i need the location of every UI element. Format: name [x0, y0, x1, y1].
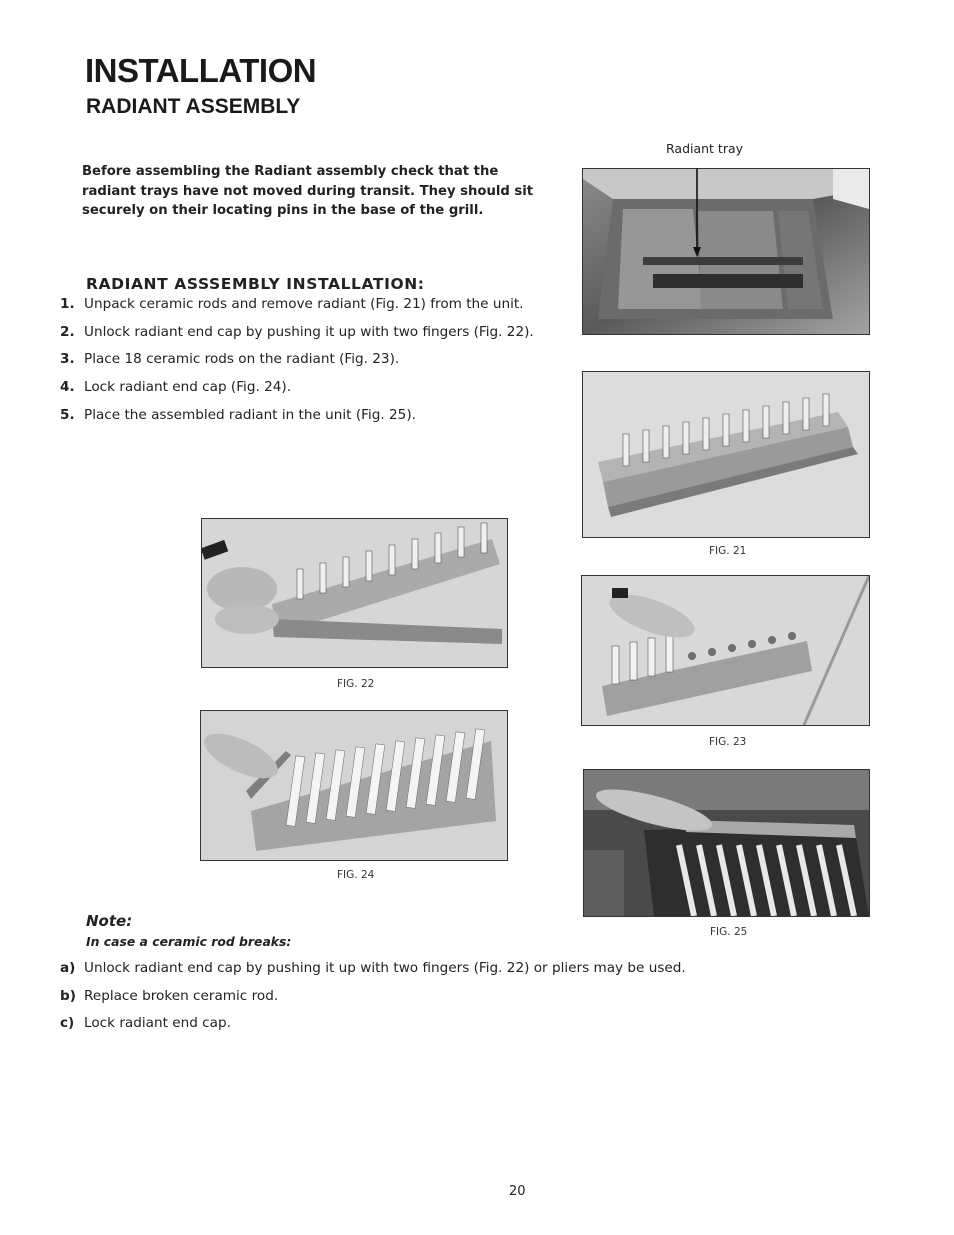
radiant-tray-label: Radiant tray — [666, 141, 744, 156]
fig-23-photo — [581, 575, 870, 726]
page-number: 20 — [509, 1184, 526, 1199]
note-item — [60, 960, 686, 976]
fig-21-caption: FIG. 21 — [709, 545, 747, 557]
note-title: Note: — [86, 912, 133, 930]
step-number: 1. — [60, 296, 75, 312]
note-marker: c) — [60, 1015, 75, 1031]
step-number: 4. — [60, 379, 75, 395]
fig-24-caption: FIG. 24 — [337, 869, 375, 881]
note-subtitle: In case a ceramic rod breaks: — [86, 934, 292, 949]
note-item — [60, 1015, 231, 1031]
intro-paragraph: Before assembling the Radiant assembly check that the radiant trays have not moved during transit. They should sit securely on their locating pins in the base of the grill. — [82, 164, 534, 218]
fig-25-caption: FIG. 25 — [710, 926, 748, 938]
step-item — [60, 351, 399, 367]
note-text: Lock radiant end cap. — [84, 1015, 231, 1031]
step-item — [60, 407, 416, 423]
page-title: INSTALLATION — [85, 52, 317, 89]
fig-21-photo — [582, 371, 870, 538]
step-text: Place the assembled radiant in the unit (Fig. 25). — [84, 407, 416, 423]
note-text: Replace broken ceramic rod. — [84, 988, 279, 1004]
step-text: Place 18 ceramic rods on the radiant (Fig. 23). — [84, 351, 400, 367]
fig-24-photo — [200, 710, 508, 861]
step-number: 5. — [60, 407, 75, 423]
note-item — [60, 988, 278, 1004]
fig-25-photo — [583, 769, 870, 917]
step-text: Lock radiant end cap (Fig. 24). — [84, 379, 292, 395]
fig-22-caption: FIG. 22 — [337, 678, 375, 690]
step-text: Unpack ceramic rods and remove radiant (Fig. 21) from the unit. — [84, 296, 524, 312]
step-number: 2. — [60, 324, 75, 340]
installation-heading: RADIANT ASSSEMBLY INSTALLATION: — [86, 275, 425, 293]
note-marker: b) — [60, 988, 76, 1004]
step-item — [60, 296, 524, 312]
note-marker: a) — [60, 960, 76, 976]
section-title: RADIANT ASSEMBLY — [86, 95, 301, 118]
step-number: 3. — [60, 351, 75, 367]
fig-23-caption: FIG. 23 — [709, 736, 747, 748]
radiant-tray-photo — [582, 168, 870, 335]
note-text: Unlock radiant end cap by pushing it up with two fingers (Fig. 22) or pliers may be used. — [84, 960, 686, 976]
step-item — [60, 379, 291, 395]
fig-22-photo — [201, 518, 508, 668]
step-text: Unlock radiant end cap by pushing it up with two fingers (Fig. 22). — [84, 324, 534, 340]
step-item — [60, 324, 534, 340]
